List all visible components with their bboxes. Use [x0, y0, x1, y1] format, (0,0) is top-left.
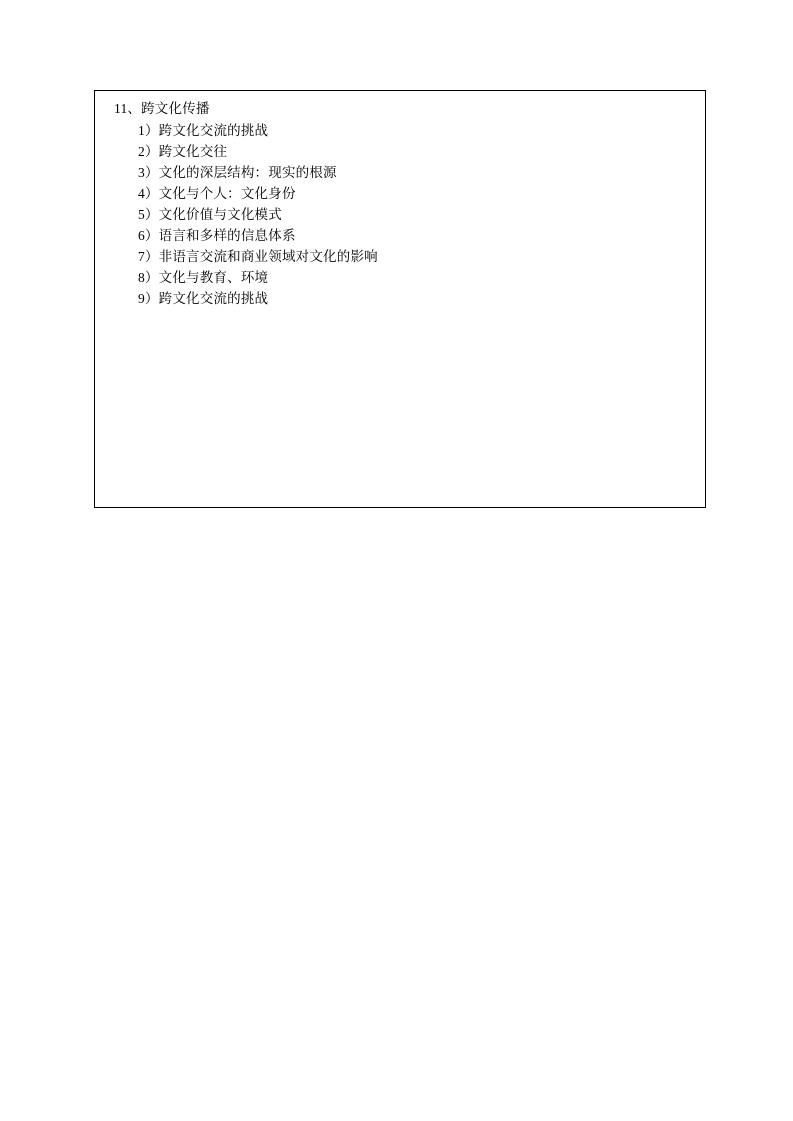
list-item: 6）语言和多样的信息体系: [138, 228, 296, 243]
list-item: 2）跨文化交往: [138, 144, 228, 159]
list-item: 1）跨文化交流的挑战: [138, 123, 269, 138]
list-item: 3）文化的深层结构：现实的根源: [138, 165, 337, 180]
list-item: 7）非语言交流和商业领域对文化的影响: [138, 249, 378, 264]
content-box-inner: [95, 91, 705, 309]
outline-list: [105, 120, 695, 309]
list-item: 9）跨文化交流的挑战: [138, 291, 269, 306]
list-item: 4）文化与个人：文化身份: [138, 186, 296, 201]
content-box: [94, 90, 706, 508]
list-item: 5）文化价值与文化模式: [138, 207, 282, 222]
section-heading: 11、跨文化传播: [114, 101, 210, 116]
list-item: 8）文化与教育、环境: [138, 270, 269, 285]
